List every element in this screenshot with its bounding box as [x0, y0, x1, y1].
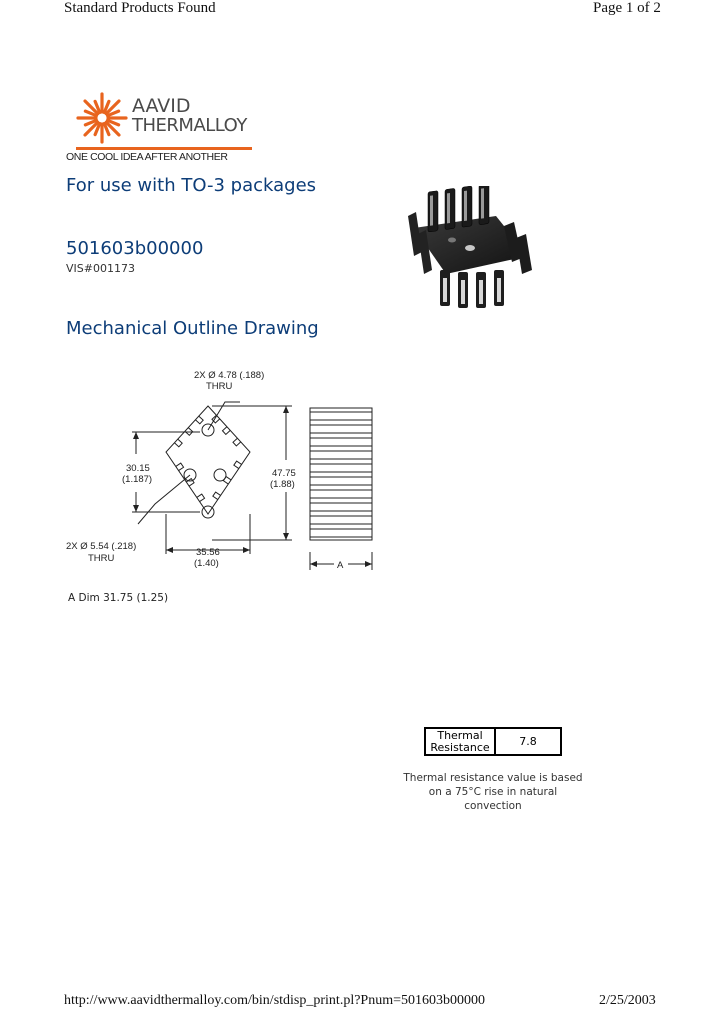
- thermal-label-line-2: Resistance: [430, 740, 490, 754]
- part-number: 501603b00000: [66, 238, 204, 259]
- mounting-hole: [202, 506, 214, 518]
- fin-tooth: [185, 428, 193, 436]
- thermal-label-cell: [425, 728, 495, 755]
- fin-tooth: [213, 492, 221, 500]
- dim-left-mm: 30.15: [126, 463, 150, 474]
- side-fin: [310, 477, 372, 485]
- thermal-note-line-2: on a 75°C rise in natural: [428, 786, 558, 798]
- fin-tooth: [195, 416, 203, 424]
- side-fin: [310, 464, 372, 472]
- logo-line-1: AAVID: [132, 95, 191, 117]
- thermal-resistance-table: [424, 727, 562, 756]
- thermal-note-line-1: Thermal resistance value is based: [403, 772, 583, 784]
- hole-bottom-thru: THRU: [88, 553, 115, 564]
- drawing-section-title: Mechanical Outline Drawing: [66, 318, 319, 339]
- transistor-hole: [214, 469, 226, 481]
- dim-height-in: (1.88): [270, 479, 295, 490]
- logo-line-2: THERMALLOY: [132, 115, 247, 136]
- header-title: Standard Products Found: [64, 0, 216, 16]
- a-dim-note: A Dim 31.75 (1.25): [68, 592, 169, 604]
- side-fin: [310, 425, 372, 433]
- dim-left-in: (1.187): [122, 474, 153, 485]
- usage-heading: For use with TO-3 packages: [66, 175, 317, 196]
- fin-tooth: [223, 477, 231, 485]
- side-fin: [310, 529, 372, 537]
- vis-number: VIS#001173: [66, 262, 135, 275]
- side-fin: [310, 516, 372, 524]
- heatsink-top-outline: [166, 406, 250, 514]
- fin-tooth: [174, 439, 182, 447]
- dim-width-in: (1.40): [194, 558, 219, 569]
- hole-bottom-label: 2X Ø 5.54 (.218): [66, 541, 137, 552]
- side-fin: [310, 438, 372, 446]
- side-fin: [310, 412, 372, 420]
- company-logo: [66, 92, 276, 164]
- hole-top-label: 2X Ø 4.78 (.188): [194, 370, 265, 381]
- logo-rule: [76, 147, 252, 150]
- fin-tooth: [234, 461, 242, 469]
- fin-tooth: [222, 427, 230, 435]
- page-indicator: Page 1 of 2: [593, 0, 661, 16]
- thermal-value-cell: 7.8: [495, 728, 561, 755]
- logo-tagline: ONE COOL IDEA AFTER ANOTHER: [66, 151, 228, 163]
- thermal-note: [400, 771, 586, 813]
- footer-url[interactable]: http://www.aavidthermalloy.com/bin/stdisp_print.pl?Pnum=501603b00000: [64, 993, 485, 1008]
- dim-height-mm: 47.75: [272, 468, 296, 479]
- fin-tooth: [233, 438, 241, 446]
- hole-top-thru: THRU: [206, 381, 233, 392]
- dim-width-mm: 35.56: [196, 547, 220, 558]
- starburst-icon: [76, 92, 128, 144]
- side-fin: [310, 490, 372, 498]
- heatsink-photo: [400, 186, 535, 316]
- thermal-note-line-3: convection: [464, 800, 522, 812]
- side-fin: [310, 503, 372, 511]
- dim-a-label: A: [337, 560, 344, 571]
- side-fin: [310, 451, 372, 459]
- fin-tooth: [197, 494, 205, 502]
- fin-tooth: [176, 463, 184, 471]
- footer-date: 2/25/2003: [599, 993, 656, 1008]
- mechanical-outline-drawing: [60, 364, 390, 574]
- thermal-label-line-1: Thermal: [437, 728, 483, 742]
